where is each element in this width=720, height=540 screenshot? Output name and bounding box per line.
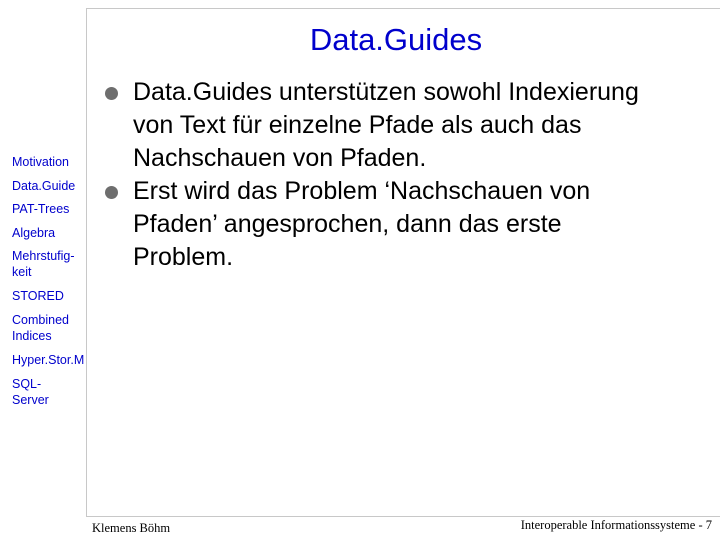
bullet-text: Data.Guides unterstützen sowohl Indexierung von Text für einzelne Pfade als auch das Nachschauen von Pfaden.	[133, 78, 639, 172]
bullet-item	[103, 76, 663, 175]
bullet-dot-icon	[105, 87, 118, 100]
nav-item-sql-server[interactable]: SQL- Server	[12, 377, 49, 407]
bullet-list	[103, 76, 663, 274]
slide-frame-top	[86, 8, 720, 9]
nav-item-pat-trees[interactable]: PAT-Trees	[12, 202, 70, 216]
footer-author: Klemens Böhm	[92, 521, 171, 535]
nav-item-hyper-stor-m[interactable]: Hyper.Stor.M	[12, 353, 85, 367]
nav-item-motivation[interactable]: Motivation	[12, 155, 69, 169]
bullet-text: Erst wird das Problem ‘Nachschauen von Pfaden’ angesprochen, dann das erste Problem.	[133, 177, 591, 271]
nav-item-algebra[interactable]: Algebra	[12, 226, 56, 240]
slide-title: Data.Guides	[309, 22, 483, 57]
nav-item-data-guide[interactable]: Data.Guide	[12, 179, 76, 193]
footer-course-page: Interoperable Informationssysteme - 7	[520, 518, 712, 532]
nav-item-mehrstufigkeit[interactable]: Mehrstufig- keit	[12, 249, 75, 279]
nav-item-stored[interactable]: STORED	[12, 289, 64, 303]
bullet-item	[103, 175, 663, 274]
nav-item-combined-indices[interactable]: Combined Indices	[12, 313, 69, 343]
slide-frame-bottom	[86, 516, 720, 517]
bullet-dot-icon	[105, 186, 118, 199]
slide-frame-left	[86, 8, 87, 516]
